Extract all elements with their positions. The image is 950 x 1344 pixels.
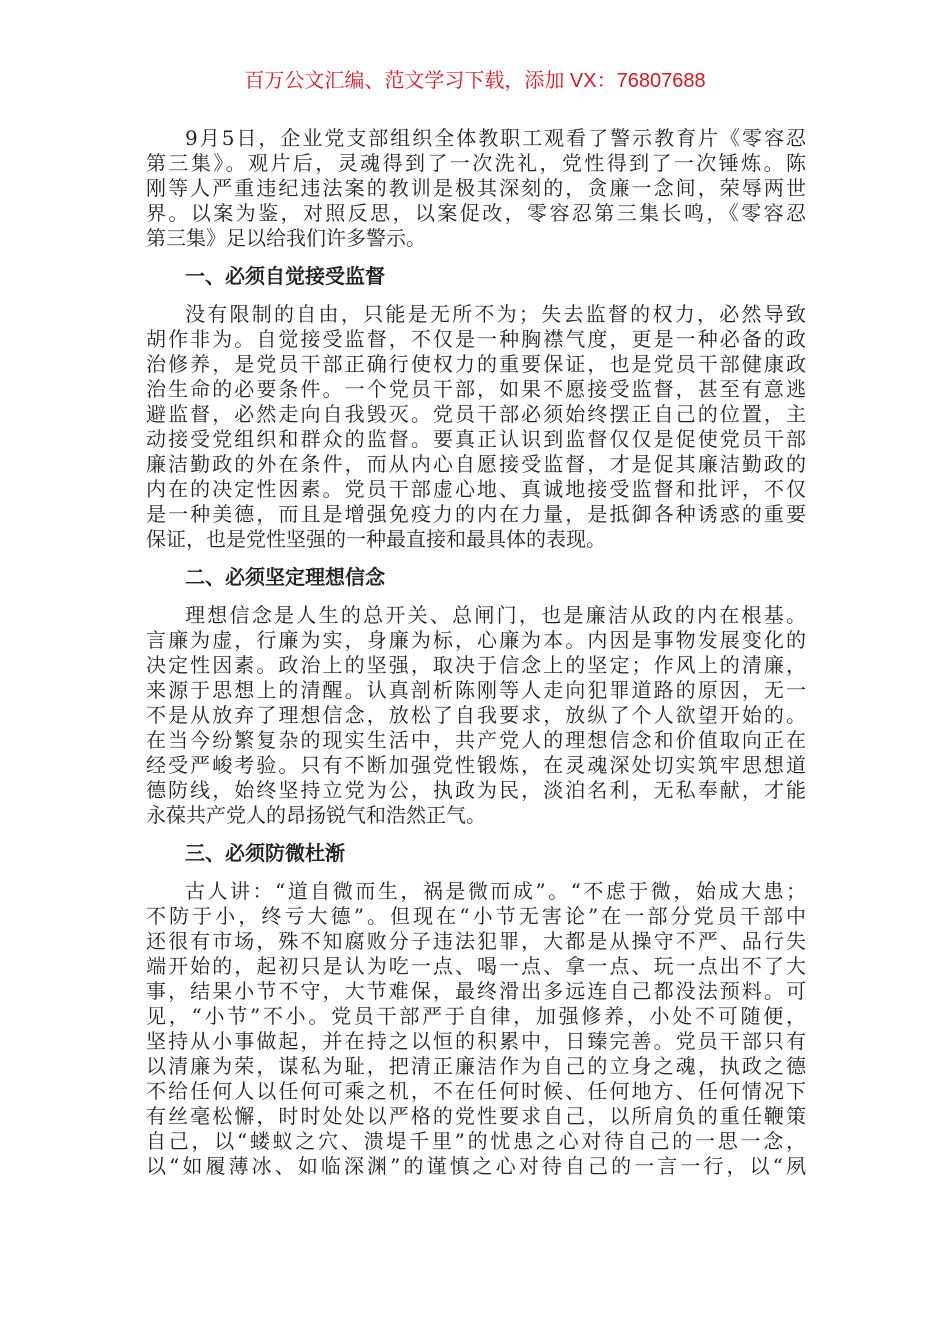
paragraph-line: 决定性因素。政治上的坚强，取决于信念上的坚定；作风上的清廉，	[146, 653, 806, 677]
paragraph-line: 是一种美德，而且是增强免疫力的内在力量，是抵御各种诱惑的重要	[146, 502, 806, 526]
watermark-banner: 百万公文汇编、范文学习下载，添加 VX：76807688	[244, 70, 706, 92]
paragraph-line: 来源于思想上的清醒。认真剖析陈刚等人走向犯罪道路的原因，无一	[146, 678, 806, 702]
paragraph	[146, 302, 806, 552]
heading-text: 三、必须防微杜渐	[185, 841, 345, 865]
paragraph-line: 刚等人严重违纪违法案的教训是极其深刻的，贪廉一念间，荣辱两世	[146, 176, 806, 200]
heading-text: 二、必须坚定理想信念	[185, 565, 385, 589]
paragraph-line: 事，结果小节不守，大节难保，最终滑出多远连自己都没法预料。可	[146, 979, 806, 1003]
paragraph-line: 保证，也是党性坚强的一种最直接和最具体的表现。	[146, 527, 606, 551]
paragraph-line: 第三集》足以给我们许多警示。	[146, 226, 426, 250]
paragraph-line: 永葆共产党人的昂扬锐气和浩然正气。	[146, 803, 486, 827]
paragraph-line: 以清廉为荣，谋私为耻，把清正廉洁作为自己的立身之魂，执政之德	[146, 1054, 806, 1078]
paragraph-line: 德防线，始终坚持立党为公，执政为民，淡泊名利，无私奉献，才能	[146, 778, 806, 802]
paragraph-line: 在当今纷繁复杂的现实生活中，共产党人的理想信念和价值取向正在	[146, 728, 806, 752]
paragraph	[146, 603, 806, 828]
paragraph-line: 言廉为虚，行廉为实，身廉为标，心廉为本。内因是事物发展变化的	[146, 628, 806, 652]
paragraph-line: 自己，以“蝼蚁之穴、溃堤千里”的忧患之心对待自己的一思一念，	[146, 1129, 806, 1153]
paragraph-line: 没有限制的自由，只能是无所不为；失去监督的权力，必然导致	[185, 302, 806, 326]
paragraph-line: 端开始的，起初只是认为吃一点、喝一点、拿一点、玩一点出不了大	[146, 954, 806, 978]
paragraph-line: 避监督，必然走向自我毁灭。党员干部必须始终摆正自己的位置，主	[146, 402, 806, 426]
section-heading	[146, 841, 806, 866]
paragraph-line: 动接受党组织和群众的监督。要真正认识到监督仅仅是促使党员干部	[146, 427, 806, 451]
paragraph-line: 还很有市场，殊不知腐败分子违法犯罪，大都是从操守不严、品行失	[146, 929, 806, 953]
paragraph-line: 9月5日，企业党支部组织全体教职工观看了警示教育片《零容忍	[185, 126, 806, 150]
paragraph-line: 廉洁勤政的外在条件，而从内心自愿接受监督，才是促其廉洁勤政的	[146, 452, 806, 476]
paragraph-line: 第三集》。观片后，灵魂得到了一次洗礼，党性得到了一次锤炼。陈	[146, 151, 806, 175]
paragraph-line: 坚持从小事做起，并在持之以恒的积累中，日臻完善。党员干部只有	[146, 1029, 806, 1053]
section-heading	[146, 565, 806, 590]
paragraph-line: 古人讲：“道自微而生，祸是微而成”。“不虑于微，始成大患；	[185, 879, 806, 903]
paragraph	[146, 879, 806, 1179]
paragraph-line: 见，“小节”不小。党员干部严于自律，加强修养，小处不可随便，	[146, 1004, 806, 1028]
paragraph-line: 治生命的必要条件。一个党员干部，如果不愿接受监督，甚至有意逃	[146, 377, 806, 401]
paragraph-line: 内在的决定性因素。党员干部虚心地、真诚地接受监督和批评，不仅	[146, 477, 806, 501]
paragraph	[146, 126, 806, 251]
paragraph-line: 不给任何人以任何可乘之机，不在任何时候、任何地方、任何情况下	[146, 1079, 806, 1103]
paragraph-line: 界。以案为鉴，对照反思，以案促改，零容忍第三集长鸣，《零容忍	[146, 201, 806, 225]
paragraph-line: 治修养，是党员干部正确行使权力的重要保证，也是党员干部健康政	[146, 352, 806, 376]
paragraph-line: 有丝毫松懈，时时处处以严格的党性要求自己，以所肩负的重任鞭策	[146, 1104, 806, 1128]
paragraph-line: 不防于小，终亏大德”。但现在“小节无害论”在一部分党员干部中	[146, 904, 806, 928]
document-body	[146, 126, 806, 1192]
paragraph-line: 理想信念是人生的总开关、总闸门，也是廉洁从政的内在根基。	[185, 603, 806, 627]
paragraph-line: 以“如履薄冰、如临深渊”的谨慎之心对待自己的一言一行，以“夙	[146, 1154, 806, 1178]
paragraph-line: 胡作非为。自觉接受监督，不仅是一种胸襟气度，更是一种必备的政	[146, 327, 806, 351]
paragraph-line: 经受严峻考验。只有不断加强党性锻炼，在灵魂深处切实筑牢思想道	[146, 753, 806, 777]
section-heading	[146, 264, 806, 289]
heading-text: 一、必须自觉接受监督	[185, 264, 385, 288]
paragraph-line: 不是从放弃了理想信念，放松了自我要求，放纵了个人欲望开始的。	[146, 703, 806, 727]
